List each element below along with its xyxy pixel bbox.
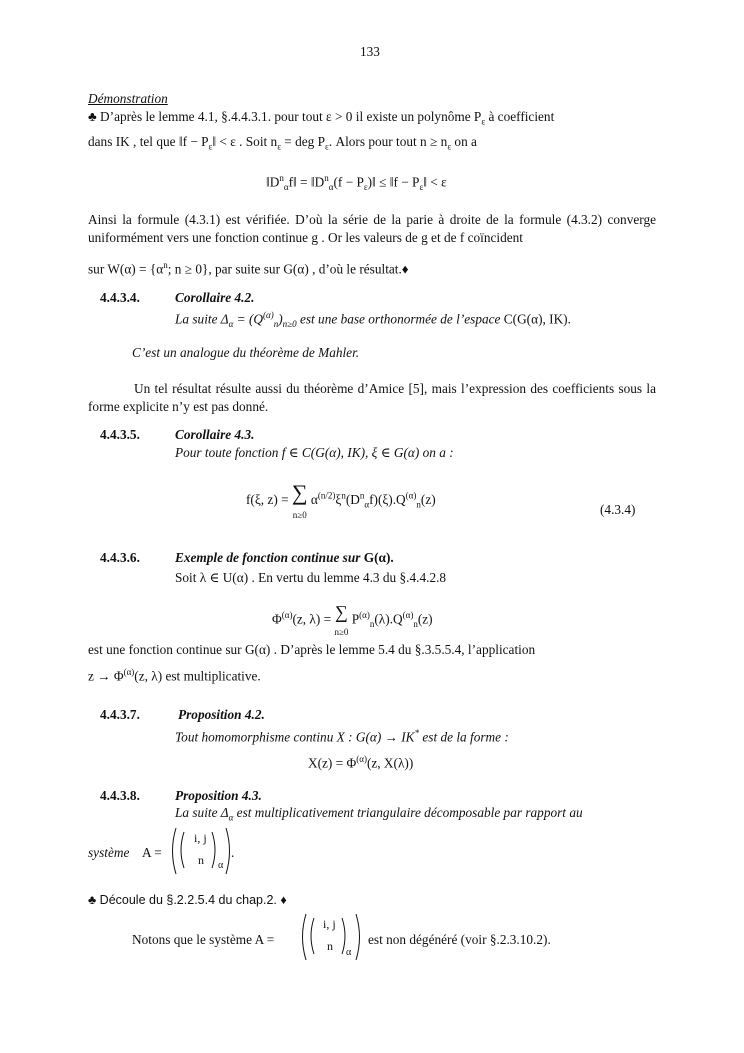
notons-line: Notons que le système A = i, j n α est non dégénéré (voir §.2.3.10.2). (132, 912, 652, 962)
demonstration-line-1: ♣ D’après le lemme 4.1, §.4.4.3.1. pour tout ε > 0 il existe un polynôme $P_\varepsilon$ à coefficient (88, 109, 555, 127)
proposition-4-3-statement: La suite $\Delta_\alpha$ est multiplicativement triangulaire décomposable par rapport au (175, 805, 583, 823)
amice-paragraph: Un tel résultat résulte aussi du théorème d’Amice [5], mais l’expression des coefficients sous la forme explicite n’y est pas donné. (88, 381, 656, 414)
demonstration-heading: Démonstration (88, 91, 168, 106)
proposition-4-3-title: Proposition 4.3. (175, 788, 262, 803)
example-paragraph: est une fonction continue sur G(α) . D’après le lemme 5.4 du §.3.5.5.4, l’application (88, 642, 536, 657)
equation-4-3-4: f(ξ, z) = ∑ n≥0 $\alpha^{(n/2)}\xi^n(D^n_\alpha f)(\xi).Q^{(\alpha)}_n(z)$ (246, 480, 436, 520)
demonstration-last-line: sur $W(\alpha) = \{\alpha^n$; n ≥ 0}, par suite sur G(α) , d’où le résultat.♦ (88, 260, 409, 277)
equation-label-4-3-4: (4.3.4) (600, 502, 636, 517)
proposition-4-2-number: 4.4.3.7. (100, 707, 140, 722)
example-number: 4.4.3.6. (100, 550, 140, 565)
corollary-4-3-statement: Pour toute fonction f ∈ C(G(α), IK), ξ ∈ G(α) on a : (175, 445, 454, 460)
equation-character: $X(z) = \Phi^{(\alpha)}(z$, X(λ)) (308, 754, 414, 771)
demonstration-line-2: dans IK , tel que ‖f − $P_\varepsilon‖ < \varepsilon$ . Soit $n_\varepsilon$ = deg $P_\varepsilon$. Alors pour tout $n \ge n_\varepsilon$ on a (88, 134, 477, 152)
corollary-4-2-statement: La suite $\Delta_\alpha = (Q^{(\alpha)}_n)_{n\ge 0}$ est une base orthonormée de l’espace C(G(α), IK). (175, 310, 571, 330)
equation-norm: $‖D^n_\alpha f‖$ = $‖D^n_\alpha(f$ − $P_\varepsilon)‖$ ≤ ‖f − $P_\varepsilon‖ < \varepsilon$ (266, 173, 447, 193)
proposition-4-2-statement: Tout homomorphisme continu X : G(α) → IK* est de la forme : (175, 728, 509, 745)
proposition-4-2-title: Proposition 4.2. (178, 707, 265, 722)
decoule-line: ♣ Découle du §.2.2.5.4 du chap.2. ♦ (88, 893, 287, 907)
example-paragraph-2: $z \to \Phi^{(\alpha)}(z$, λ) est multiplicative. (88, 667, 261, 684)
equation-phi: $\Phi^{(\alpha)}(z$, λ) = ∑ n≥0 $P^{(\alpha)}_n(\lambda).Q^{(\alpha)}_n(z)$ (272, 602, 433, 637)
demonstration-paragraph: Ainsi la formule (4.3.1) est vérifiée. D’où la série de la parie à droite de la formule (4.3.2) converge uniformément vers une fonction continue g . Or les valeurs de g et de f coïncident (88, 212, 656, 245)
corollary-4-3-title: Corollaire 4.3. (175, 427, 255, 442)
corollary-4-2-title: Corollaire 4.2. (175, 290, 255, 305)
example-title: Exemple de fonction continue sur G(α). (175, 550, 394, 565)
page-number: 133 (360, 44, 380, 59)
corollary-4-2-number: 4.4.3.4. (100, 290, 140, 305)
corollary-4-3-number: 4.4.3.5. (100, 427, 140, 442)
mahler-remark: C’est un analogue du théorème de Mahler. (132, 345, 360, 360)
proposition-4-3-number: 4.4.3.8. (100, 788, 140, 803)
example-line: Soit λ ∈ U(α) . En vertu du lemme 4.3 du §.4.4.2.8 (175, 570, 447, 585)
